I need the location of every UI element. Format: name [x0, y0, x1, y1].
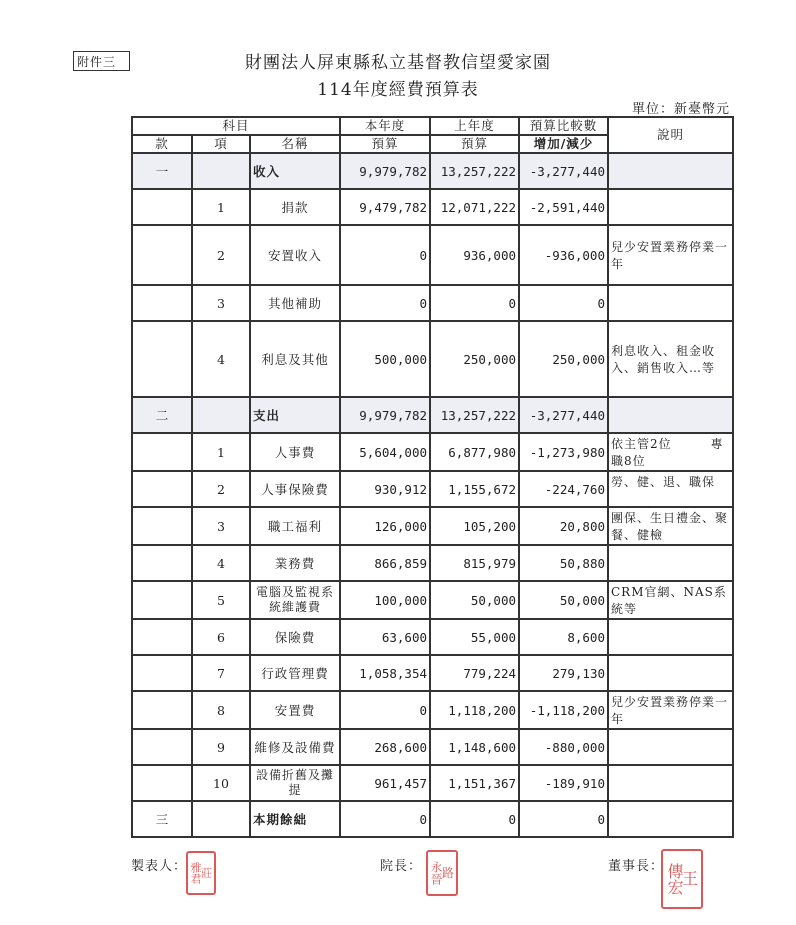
- cell-kuan: [132, 225, 192, 285]
- cell-diff: 279,130: [519, 655, 608, 691]
- table-row: [132, 285, 733, 321]
- preparer-seal-given: 雅君: [189, 862, 202, 884]
- header-name: 名稱: [250, 135, 340, 153]
- cell-last-year: 250,000: [430, 321, 519, 397]
- cell-kuan: 三: [132, 801, 192, 837]
- preparer-label: 製表人：: [131, 859, 188, 874]
- cell-note: 兒少安置業務停業一年: [608, 691, 733, 729]
- cell-xiang: 3: [192, 507, 250, 545]
- cell-name: 保險費: [250, 619, 340, 655]
- cell-note: [608, 189, 733, 225]
- header-this-year-1: 本年度: [340, 117, 430, 135]
- cell-xiang: 1: [192, 433, 250, 471]
- cell-diff: 20,800: [519, 507, 608, 545]
- cell-diff: 50,880: [519, 545, 608, 581]
- cell-diff: 0: [519, 285, 608, 321]
- cell-xiang: 9: [192, 729, 250, 765]
- cell-this-year: 866,859: [340, 545, 430, 581]
- cell-xiang: 3: [192, 285, 250, 321]
- cell-xiang: 7: [192, 655, 250, 691]
- cell-this-year: 9,979,782: [340, 153, 430, 189]
- cell-name: 收入: [250, 153, 340, 189]
- table-row: [132, 471, 733, 507]
- table-row: [132, 397, 733, 433]
- cell-last-year: 12,071,222: [430, 189, 519, 225]
- cell-name: 利息及其他: [250, 321, 340, 397]
- table-row: [132, 433, 733, 471]
- cell-diff: 250,000: [519, 321, 608, 397]
- cell-note: [608, 545, 733, 581]
- cell-this-year: 268,600: [340, 729, 430, 765]
- table-row: [132, 729, 733, 765]
- currency-unit: 單位：新臺幣元: [631, 102, 730, 117]
- cell-this-year: 0: [340, 691, 430, 729]
- cell-diff: -1,273,980: [519, 433, 608, 471]
- cell-last-year: 1,151,367: [430, 765, 519, 801]
- cell-diff: -189,910: [519, 765, 608, 801]
- table-row: [132, 189, 733, 225]
- header-last-year-1: 上年度: [430, 117, 519, 135]
- cell-last-year: 936,000: [430, 225, 519, 285]
- cell-kuan: [132, 471, 192, 507]
- cell-this-year: 9,479,782: [340, 189, 430, 225]
- cell-kuan: 二: [132, 397, 192, 433]
- cell-last-year: 779,224: [430, 655, 519, 691]
- cell-kuan: [132, 285, 192, 321]
- cell-this-year: 0: [340, 801, 430, 837]
- cell-kuan: [132, 581, 192, 619]
- director-seal-given: 永晉: [428, 861, 443, 885]
- cell-diff: 8,600: [519, 619, 608, 655]
- cell-last-year: 0: [430, 285, 519, 321]
- cell-this-year: 0: [340, 225, 430, 285]
- cell-xiang: 1: [192, 189, 250, 225]
- cell-xiang: 5: [192, 581, 250, 619]
- table-row: [132, 691, 733, 729]
- cell-xiang: 10: [192, 765, 250, 801]
- document-subtitle: 114年度經費預算表: [317, 80, 479, 100]
- table-row: [132, 507, 733, 545]
- cell-this-year: 100,000: [340, 581, 430, 619]
- cell-name: 業務費: [250, 545, 340, 581]
- cell-kuan: [132, 729, 192, 765]
- cell-last-year: 1,148,600: [430, 729, 519, 765]
- cell-xiang: 2: [192, 471, 250, 507]
- cell-note: 團保、生日禮金、聚餐、健檢: [608, 507, 733, 545]
- cell-diff: -2,591,440: [519, 189, 608, 225]
- cell-kuan: [132, 433, 192, 471]
- cell-name: 安置費: [250, 691, 340, 729]
- cell-diff: -880,000: [519, 729, 608, 765]
- cell-last-year: 55,000: [430, 619, 519, 655]
- cell-this-year: 126,000: [340, 507, 430, 545]
- cell-name: 支出: [250, 397, 340, 433]
- cell-this-year: 5,604,000: [340, 433, 430, 471]
- cell-this-year: 961,457: [340, 765, 430, 801]
- cell-note: [608, 801, 733, 837]
- cell-diff: -3,277,440: [519, 397, 608, 433]
- table-row: [132, 581, 733, 619]
- cell-last-year: 50,000: [430, 581, 519, 619]
- cell-kuan: [132, 189, 192, 225]
- cell-note: 勞、健、退、職保: [608, 471, 733, 507]
- chairman-label: 董事長：: [608, 859, 665, 874]
- cell-kuan: [132, 765, 192, 801]
- table-row: [132, 321, 733, 397]
- cell-last-year: 1,155,672: [430, 471, 519, 507]
- cell-kuan: [132, 655, 192, 691]
- table-row: [132, 765, 733, 801]
- cell-xiang: 6: [192, 619, 250, 655]
- table-row: [132, 655, 733, 691]
- cell-note: 利息收入、租金收入、銷售收入…等: [608, 321, 733, 397]
- header-subject: 科目: [132, 117, 340, 135]
- cell-name: 本期餘絀: [250, 801, 340, 837]
- cell-name: 電腦及監視系統維護費: [250, 581, 340, 619]
- cell-name: 設備折舊及攤提: [250, 765, 340, 801]
- table-row: [132, 225, 733, 285]
- cell-note: 兒少安置業務停業一年: [608, 225, 733, 285]
- cell-last-year: 13,257,222: [430, 153, 519, 189]
- director-seal-surname: 路: [441, 866, 454, 880]
- cell-last-year: 0: [430, 801, 519, 837]
- chairman-seal-given: 傳宏: [664, 863, 684, 895]
- table-row: [132, 801, 733, 837]
- cell-name: 安置收入: [250, 225, 340, 285]
- table-row: [132, 545, 733, 581]
- cell-this-year: 930,912: [340, 471, 430, 507]
- preparer-seal: [186, 851, 216, 895]
- cell-name: 捐款: [250, 189, 340, 225]
- preparer-seal-surname: 莊: [201, 866, 212, 880]
- cell-diff: 50,000: [519, 581, 608, 619]
- header-kuan: 款: [132, 135, 192, 153]
- cell-diff: -1,118,200: [519, 691, 608, 729]
- cell-name: 職工福利: [250, 507, 340, 545]
- cell-name: 其他補助: [250, 285, 340, 321]
- cell-xiang: 4: [192, 321, 250, 397]
- cell-note: [608, 729, 733, 765]
- cell-note: [608, 285, 733, 321]
- cell-xiang: [192, 801, 250, 837]
- header-compare-2: 增加/減少: [519, 135, 608, 153]
- header-compare-1: 預算比較數: [519, 117, 608, 135]
- cell-kuan: [132, 545, 192, 581]
- cell-kuan: [132, 691, 192, 729]
- chairman-seal-surname: 王: [681, 869, 698, 888]
- cell-kuan: 一: [132, 153, 192, 189]
- header-xiang: 項: [192, 135, 250, 153]
- cell-name: 人事保險費: [250, 471, 340, 507]
- cell-this-year: 9,979,782: [340, 397, 430, 433]
- cell-xiang: 8: [192, 691, 250, 729]
- table-row: [132, 153, 733, 189]
- cell-name: 維修及設備費: [250, 729, 340, 765]
- cell-name: 行政管理費: [250, 655, 340, 691]
- table-row: [132, 619, 733, 655]
- director-label: 院長：: [380, 859, 423, 874]
- cell-last-year: 815,979: [430, 545, 519, 581]
- cell-last-year: 105,200: [430, 507, 519, 545]
- cell-last-year: 13,257,222: [430, 397, 519, 433]
- cell-last-year: 1,118,200: [430, 691, 519, 729]
- cell-this-year: 0: [340, 285, 430, 321]
- cell-xiang: 2: [192, 225, 250, 285]
- cell-diff: -224,760: [519, 471, 608, 507]
- cell-xiang: [192, 153, 250, 189]
- cell-this-year: 63,600: [340, 619, 430, 655]
- cell-xiang: 4: [192, 545, 250, 581]
- header-last-year-2: 預算: [430, 135, 519, 153]
- cell-name: 人事費: [250, 433, 340, 471]
- cell-note: [608, 153, 733, 189]
- cell-this-year: 1,058,354: [340, 655, 430, 691]
- cell-note: [608, 619, 733, 655]
- cell-diff: -936,000: [519, 225, 608, 285]
- cell-kuan: [132, 321, 192, 397]
- header-this-year-2: 預算: [340, 135, 430, 153]
- cell-note: [608, 765, 733, 801]
- document-title: 財團法人屏東縣私立基督教信望愛家園: [245, 53, 551, 73]
- attachment-label: 附件三: [73, 51, 130, 71]
- cell-this-year: 500,000: [340, 321, 430, 397]
- header-note: 說明: [608, 117, 733, 153]
- cell-note: [608, 655, 733, 691]
- cell-last-year: 6,877,980: [430, 433, 519, 471]
- cell-diff: 0: [519, 801, 608, 837]
- director-seal: [426, 850, 458, 896]
- cell-diff: -3,277,440: [519, 153, 608, 189]
- cell-kuan: [132, 619, 192, 655]
- chairman-seal: [661, 849, 703, 909]
- cell-note: [608, 397, 733, 433]
- cell-kuan: [132, 507, 192, 545]
- cell-note: 依主管2位 專職8位: [608, 433, 733, 471]
- budget-table: [131, 116, 734, 838]
- cell-xiang: [192, 397, 250, 433]
- cell-note: CRM官網、NAS系統等: [608, 581, 733, 619]
